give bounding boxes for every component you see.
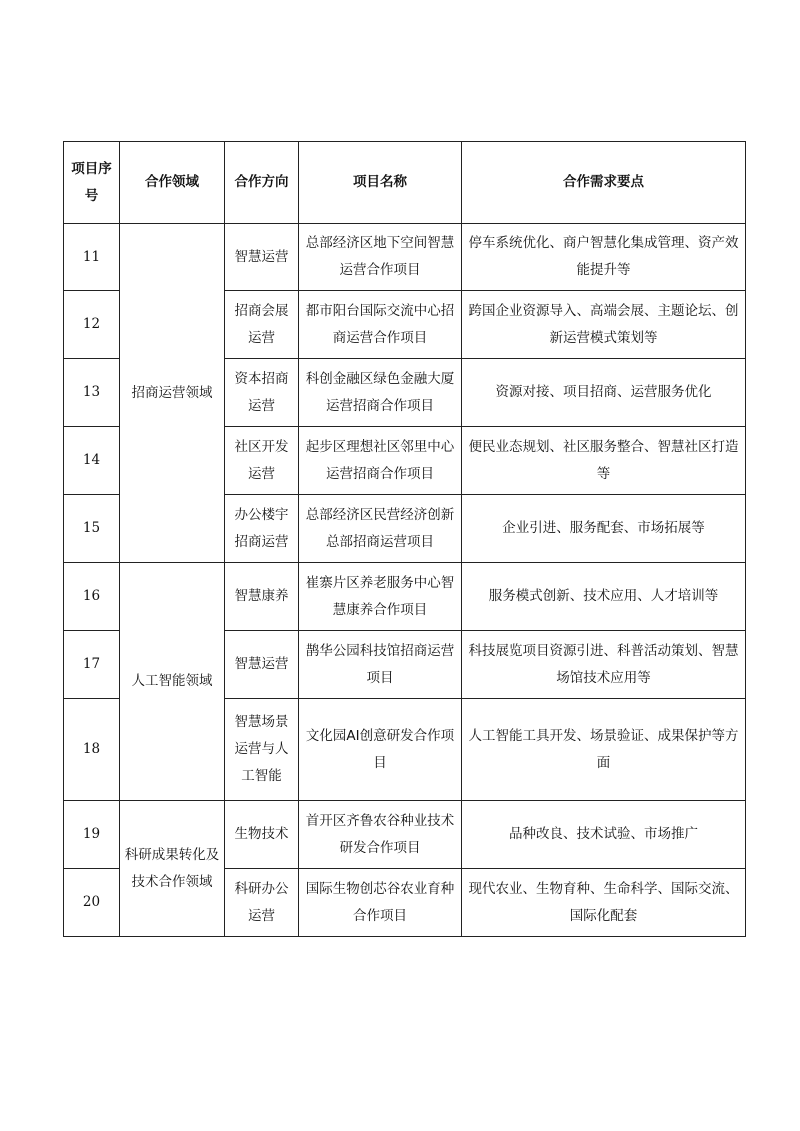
requirement-points: 资源对接、项目招商、运营服务优化	[462, 359, 746, 427]
project-name: 总部经济区民营经济创新总部招商运营项目	[299, 495, 462, 563]
row-number: 20	[64, 869, 120, 937]
requirement-points: 服务模式创新、技术应用、人才培训等	[462, 563, 746, 631]
cooperation-field: 科研成果转化及技术合作领域	[120, 801, 225, 937]
cooperation-direction: 生物技术	[225, 801, 299, 869]
row-number: 14	[64, 427, 120, 495]
requirement-points: 现代农业、生物育种、生命科学、国际交流、国际化配套	[462, 869, 746, 937]
requirement-points: 企业引进、服务配套、市场拓展等	[462, 495, 746, 563]
cooperation-direction: 科研办公运营	[225, 869, 299, 937]
project-name: 都市阳台国际交流中心招商运营合作项目	[299, 291, 462, 359]
requirement-points: 品种改良、技术试验、市场推广	[462, 801, 746, 869]
project-name: 首开区齐鲁农谷种业技术研发合作项目	[299, 801, 462, 869]
table-row	[64, 563, 746, 631]
cooperation-direction: 招商会展运营	[225, 291, 299, 359]
row-number: 19	[64, 801, 120, 869]
cooperation-field: 招商运营领域	[120, 224, 225, 563]
row-number: 13	[64, 359, 120, 427]
requirement-points: 人工智能工具开发、场景验证、成果保护等方面	[462, 699, 746, 801]
cooperation-direction: 资本招商运营	[225, 359, 299, 427]
project-name: 崔寨片区养老服务中心智慧康养合作项目	[299, 563, 462, 631]
row-number: 17	[64, 631, 120, 699]
project-name: 国际生物创芯谷农业育种合作项目	[299, 869, 462, 937]
cooperation-direction: 社区开发运营	[225, 427, 299, 495]
table-header-row	[64, 142, 746, 224]
row-number: 18	[64, 699, 120, 801]
project-table	[63, 141, 746, 937]
cooperation-direction: 办公楼宇招商运营	[225, 495, 299, 563]
header-direction: 合作方向	[225, 142, 299, 224]
header-project-no: 项目序号	[64, 142, 120, 224]
project-name: 总部经济区地下空间智慧运营合作项目	[299, 224, 462, 291]
project-name: 文化园AI创意研发合作项目	[299, 699, 462, 801]
row-number: 11	[64, 224, 120, 291]
cooperation-field: 人工智能领域	[120, 563, 225, 801]
header-project-name: 项目名称	[299, 142, 462, 224]
header-field: 合作领域	[120, 142, 225, 224]
project-name: 鹊华公园科技馆招商运营项目	[299, 631, 462, 699]
requirement-points: 科技展览项目资源引进、科普活动策划、智慧场馆技术应用等	[462, 631, 746, 699]
cooperation-direction: 智慧康养	[225, 563, 299, 631]
row-number: 16	[64, 563, 120, 631]
cooperation-direction: 智慧运营	[225, 631, 299, 699]
requirement-points: 跨国企业资源导入、高端会展、主题论坛、创新运营模式策划等	[462, 291, 746, 359]
project-name: 起步区理想社区邻里中心运营招商合作项目	[299, 427, 462, 495]
project-name: 科创金融区绿色金融大厦运营招商合作项目	[299, 359, 462, 427]
row-number: 12	[64, 291, 120, 359]
header-requirements: 合作需求要点	[462, 142, 746, 224]
requirement-points: 停车系统优化、商户智慧化集成管理、资产效能提升等	[462, 224, 746, 291]
cooperation-direction: 智慧运营	[225, 224, 299, 291]
table-row	[64, 224, 746, 291]
cooperation-direction: 智慧场景运营与人工智能	[225, 699, 299, 801]
row-number: 15	[64, 495, 120, 563]
requirement-points: 便民业态规划、社区服务整合、智慧社区打造等	[462, 427, 746, 495]
table-row	[64, 801, 746, 869]
